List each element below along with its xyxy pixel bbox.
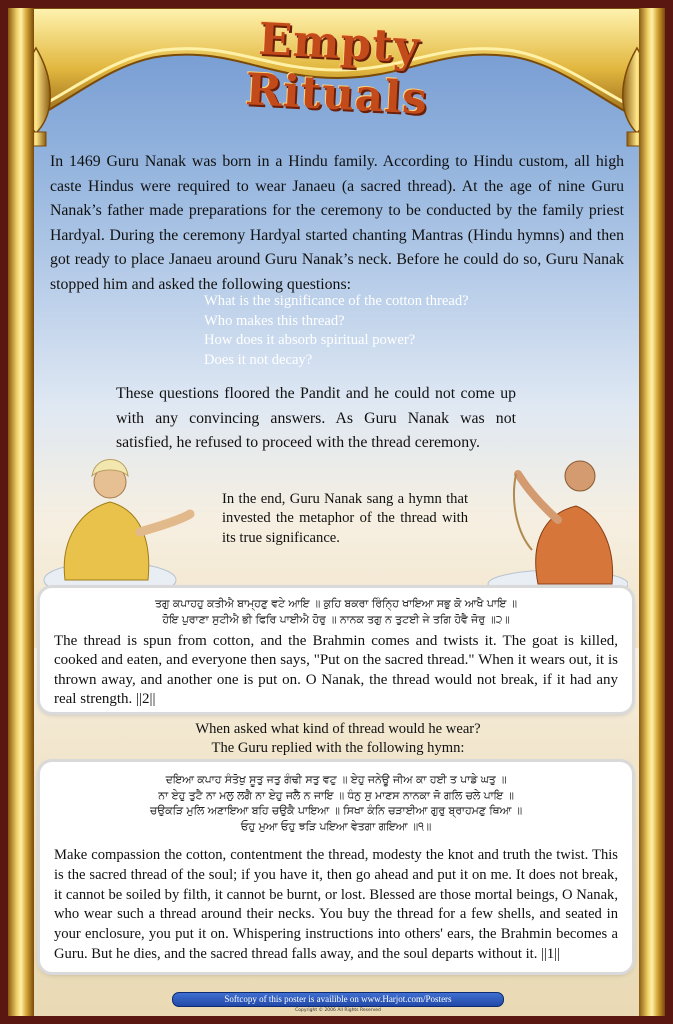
asked-line: The Guru replied with the following hymn:: [211, 739, 465, 756]
right-pillar: [639, 8, 665, 1016]
gurmukhi-line: ਚਉਕੜਿ ਮੁਲਿ ਅਣਾਇਆ ਬਹਿ ਚਉਕੈ ਪਾਇਆ ॥ ਸਿਖਾ ਕੰਨਿ ਚੜਾਈਆ ਗੁਰੁ ਬ੍ਰਾਹਮਣੁ ਥਿਆ ॥: [150, 804, 522, 817]
hymn-two-gurmukhi: [40, 762, 632, 834]
hymn-two-box: [40, 762, 632, 972]
poster: [8, 8, 665, 1016]
intro-paragraph: In 1469 Guru Nanak was born in a Hindu family. According to Hindu custom, all high caste Hindus were required to wear Janaeu (a sacred thread). At the age of nine Guru Nanak’s father made preparations for the ceremony to be conducted by the family priest Hardyal. During the ceremony Hardyal started chanting Mantras (Hindu hymns) and then got ready to place Janaeu around Guru Nanak’s neck. Before he could do so, Guru Nanak stopped him and asked the following questions:: [50, 153, 624, 293]
hymn-one-gurmukhi: [40, 588, 632, 627]
question-item: Does it not decay?: [204, 351, 313, 368]
left-pillar: [8, 8, 34, 1016]
copyright-notice: Copyright © 2006 All Rights Reserved: [295, 1008, 381, 1013]
gurmukhi-line: ਓਹੁ ਮੁਆ ਓਹੁ ਝੜਿ ਪਇਆ ਵੇਤਗਾ ਗਇਆ ॥੧॥: [240, 819, 432, 833]
gurmukhi-line: ਤਗੁ ਕਪਾਹਹੁ ਕਤੀਐ ਬਾਮ੍ਹਣੁ ਵਟੇ ਆਇ ॥ ਕੁਹਿ ਬਕਰਾ ਰਿੰਨ੍ਹਿ ਖਾਇਆ ਸਭੁ ਕੋ ਆਖੈ ਪਾਇ ॥: [155, 597, 517, 610]
question-list: [204, 292, 524, 370]
guru-nanak-illustration: [40, 440, 200, 600]
floored-paragraph: These questions floored the Pandit and he could not come up with any convincing answers. As Guru Nanak was not satisfied, he refused to proceed with the thread ceremony.: [116, 385, 516, 452]
hymn-one-box: [40, 588, 632, 712]
hymn-one-translation: The thread is spun from cotton, and the Brahmin comes and twists it. The goat is killed, cooked and eaten, and everyone then says, "Put on the sacred thread." When it wears out, it is thrown away, and another one is put on. O Nanak, the thread would not break, if it had any real strength. ||2||: [54, 633, 618, 707]
poster-title: Empty Rituals: [244, 13, 430, 125]
question-item: What is the significance of the cotton thread?: [204, 293, 469, 309]
asked-heading: [108, 720, 568, 757]
hymn-two-translation: Make compassion the cotton, contentment the thread, modesty the knot and truth the twist. This is the sacred thread of the soul; if you have it, then go ahead and put it on me. It does not break, it cannot be soiled by filth, it cannot be burnt, or lost. Blessed are those mortal beings, O Nanak, who wear such a thread around their necks. You buy the thread for a few shells, and seated in your enclosure, you put it on. Whispering instructions into others' ears, the Brahmin becomes a Guru. But he dies, and the sacred thread falls away, and the soul departs without it. ||1||: [54, 847, 618, 962]
gurmukhi-line: ਹੋਇ ਪੁਰਾਣਾ ਸੁਟੀਐ ਭੀ ਫਿਰਿ ਪਾਈਐ ਹੋਰੁ ॥ ਨਾਨਕ ਤਗੁ ਨ ਤੁਟਈ ਜੇ ਤਗਿ ਹੋਵੈ ਜੋਰੁ ॥੨॥: [162, 612, 510, 626]
in-the-end-paragraph: In the end, Guru Nanak sang a hymn that invested the metaphor of the thread with its true significance.: [222, 491, 468, 546]
gurmukhi-line: ਨਾ ਏਹੁ ਤੁਟੈ ਨਾ ਮਲੁ ਲਗੈ ਨਾ ਏਹੁ ਜਲੈ ਨ ਜਾਇ ॥ ਧੰਨੁ ਸੁ ਮਾਣਸ ਨਾਨਕਾ ਜੋ ਗਲਿ ਚਲੇ ਪਾਇ ॥: [158, 788, 514, 802]
asked-line: When asked what kind of thread would he wear?: [195, 721, 481, 737]
question-item: Who makes this thread?: [204, 312, 345, 329]
question-item: How does it absorb spiritual power?: [204, 332, 416, 349]
hardyal-priest-illustration: [448, 434, 628, 604]
gurmukhi-line: ਦਇਆ ਕਪਾਹ ਸੰਤੋਖੁ ਸੂਤੁ ਜਤੁ ਗੰਢੀ ਸਤੁ ਵਟੁ ॥ ਏਹੁ ਜਨੇਊ ਜੀਅ ਕਾ ਹਈ ਤ ਪਾਡੇ ਘਤੁ ॥: [165, 773, 507, 786]
footer-link-bar[interactable]: Softcopy of this poster is availible on www.Harjot.com/Posters: [172, 992, 504, 1007]
